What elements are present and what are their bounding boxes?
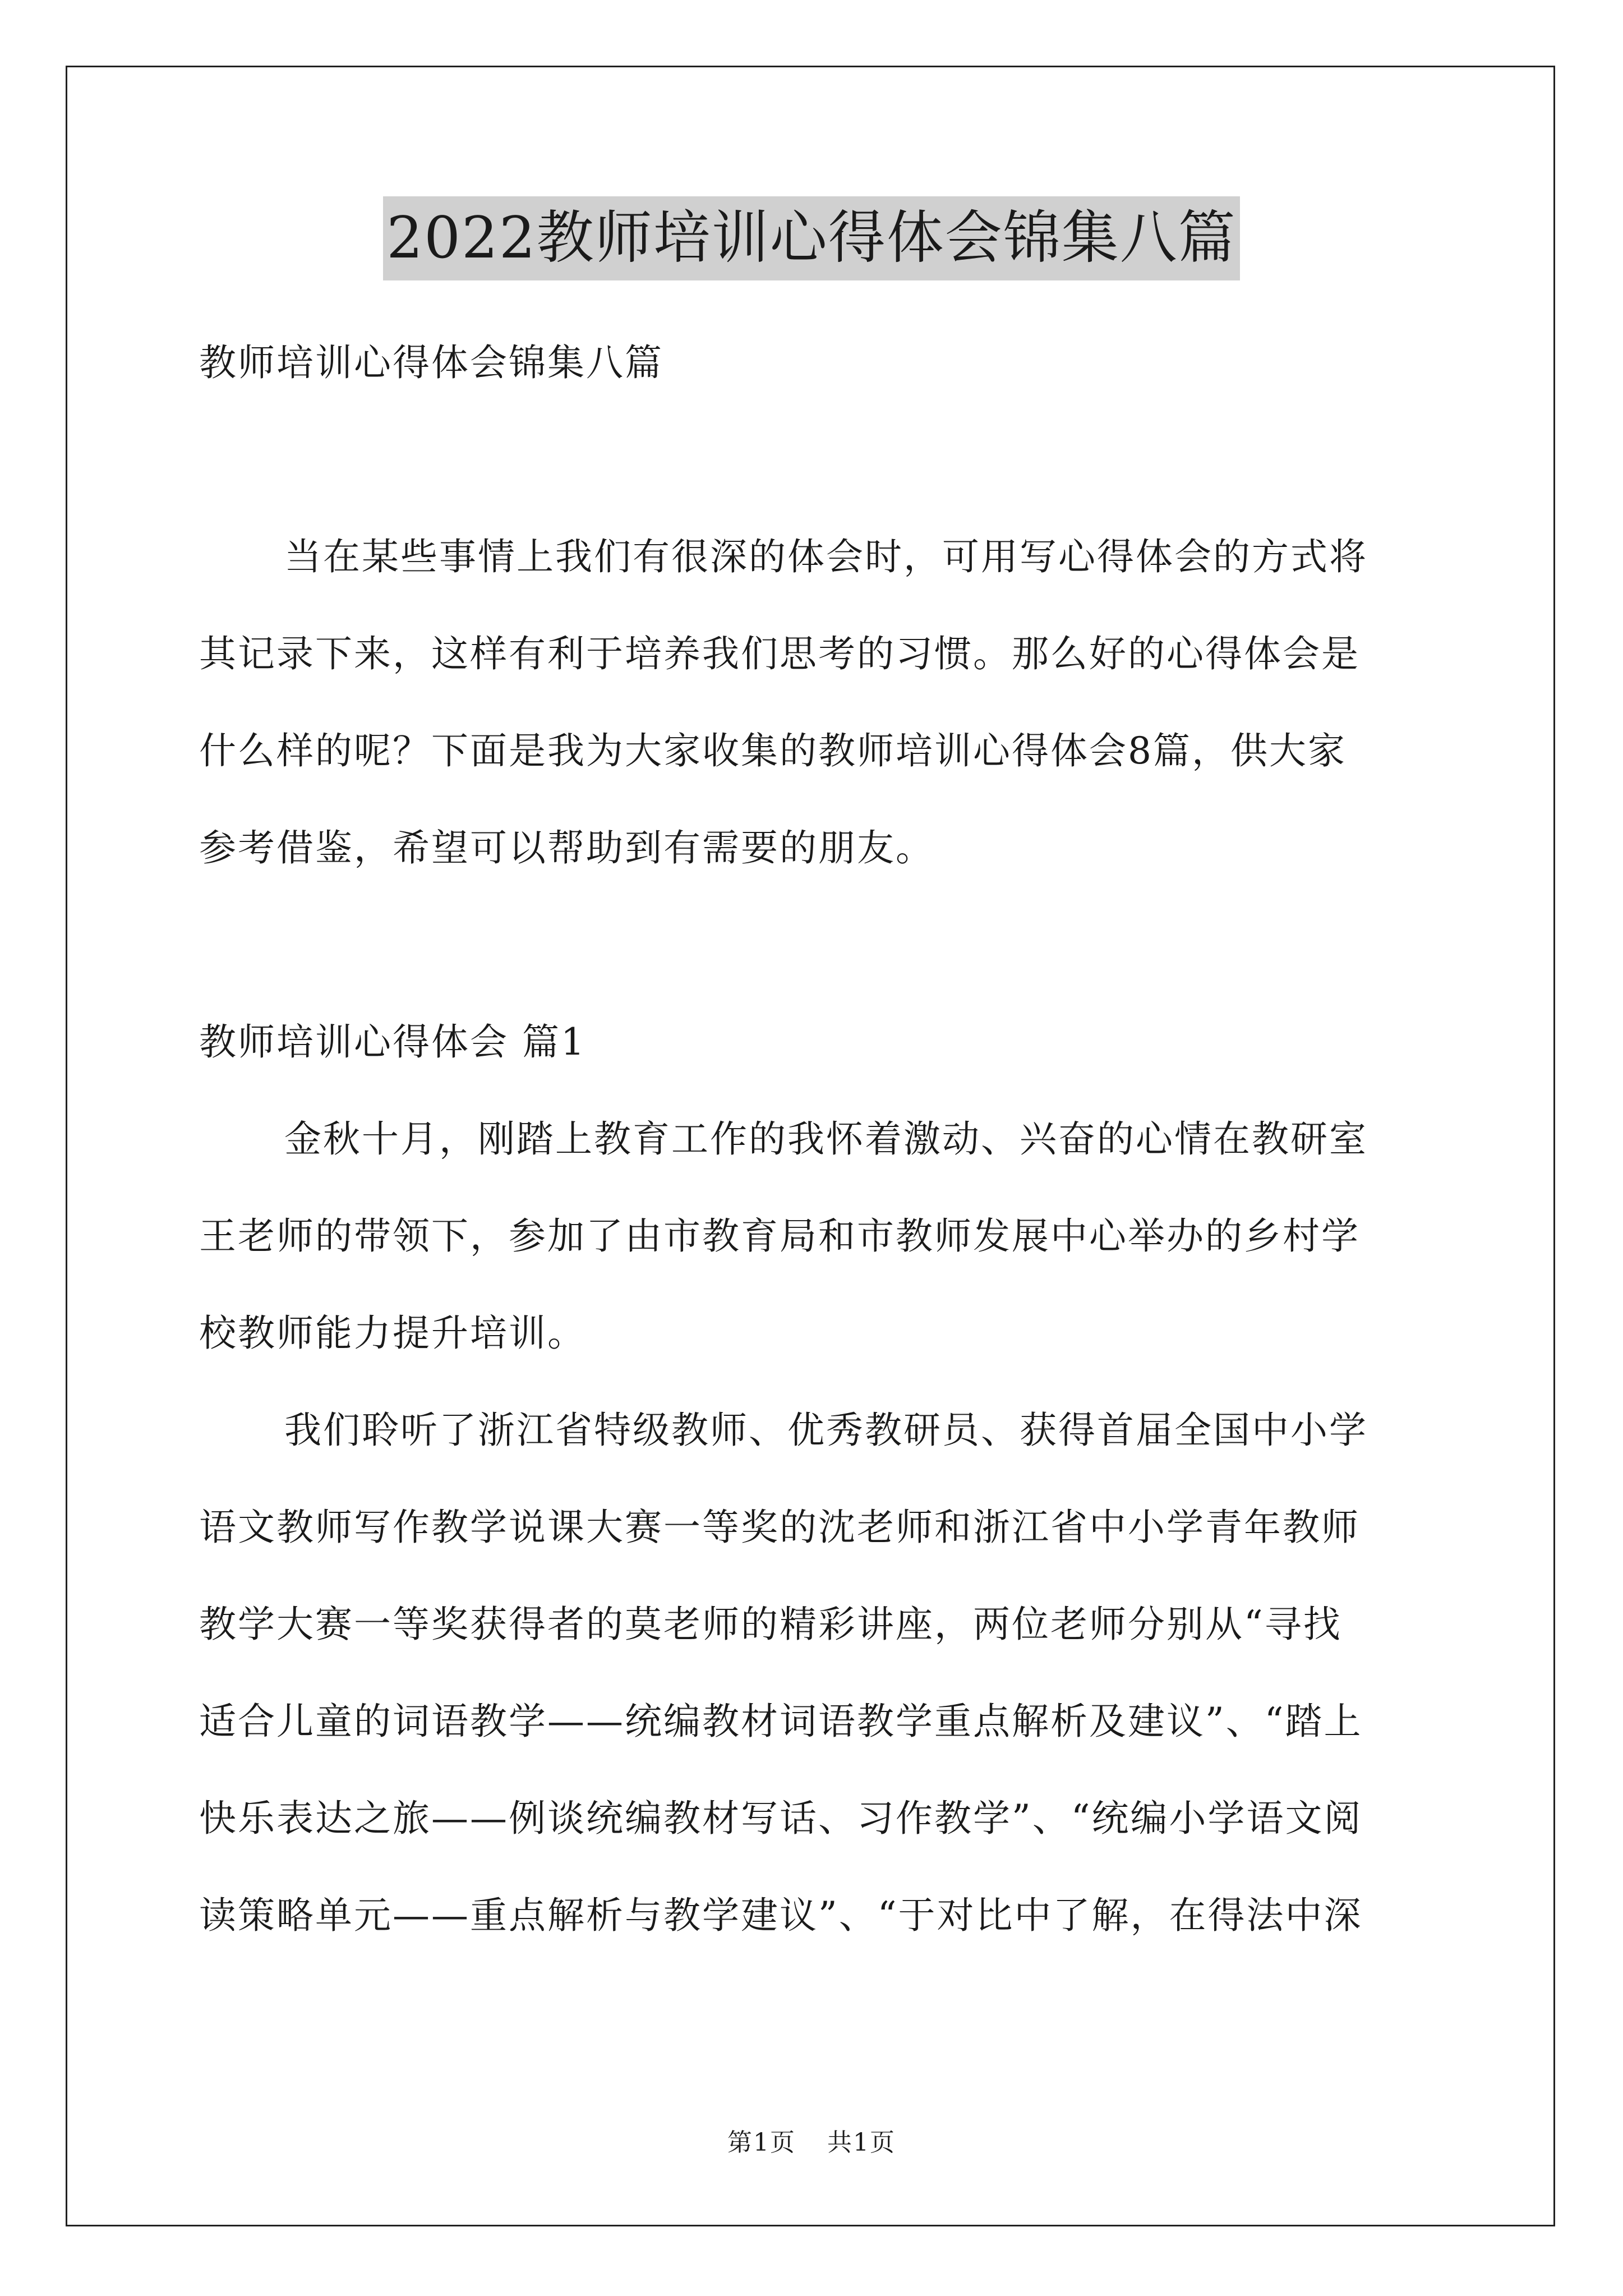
paragraph-line: 金秋十月，刚踏上教育工作的我怀着激动、兴奋的心情在教研室 (284, 1117, 1368, 1161)
intro-line: 参考借鉴，希望可以帮助到有需要的朋友。 (199, 826, 934, 869)
intro-line: 其记录下来，这样有利于培养我们思考的习惯。那么好的心得体会是 (199, 632, 1360, 675)
paragraph-2 (199, 1382, 1430, 1964)
document-subtitle: 教师培训心得体会锦集八篇 (199, 341, 663, 384)
intro-line: 当在某些事情上我们有很深的体会时，可用写心得体会的方式将 (284, 535, 1368, 578)
page-total: 共1页 (827, 2128, 896, 2157)
document-body (199, 314, 1430, 1964)
section-heading: 教师培训心得体会 篇1 (199, 1020, 586, 1064)
paragraph-line: 校教师能力提升培训。 (199, 1312, 586, 1355)
intro-paragraph (199, 508, 1430, 896)
paragraph-line: 语文教师写作教学说课大赛一等奖的沈老师和浙江省中小学青年教师 (199, 1506, 1360, 1549)
document-title (0, 196, 1623, 280)
paragraph-1 (199, 1091, 1430, 1382)
paragraph-line: 读策略单元——重点解析与教学建议”、“于对比中了解，在得法中深 (199, 1894, 1363, 1937)
document-title-text: 2022教师培训心得体会锦集八篇 (383, 196, 1240, 280)
intro-line: 什么样的呢？下面是我为大家收集的教师培训心得体会8篇，供大家 (199, 729, 1347, 772)
paragraph-line: 我们聆听了浙江省特级教师、优秀教研员、获得首届全国中小学 (284, 1409, 1368, 1452)
page-number: 第1页 (727, 2128, 796, 2157)
paragraph-line: 王老师的带领下，参加了由市教育局和市教师发展中心举办的乡村学 (199, 1214, 1360, 1258)
page-footer (0, 2126, 1623, 2160)
paragraph-line: 教学大赛一等奖获得者的莫老师的精彩讲座，两位老师分别从“寻找 (199, 1603, 1342, 1646)
paragraph-line: 快乐表达之旅——例谈统编教材写话、习作教学”、“统编小学语文阅 (199, 1797, 1363, 1840)
paragraph-line: 适合儿童的词语教学——统编教材词语教学重点解析及建议”、“踏上 (199, 1700, 1363, 1743)
